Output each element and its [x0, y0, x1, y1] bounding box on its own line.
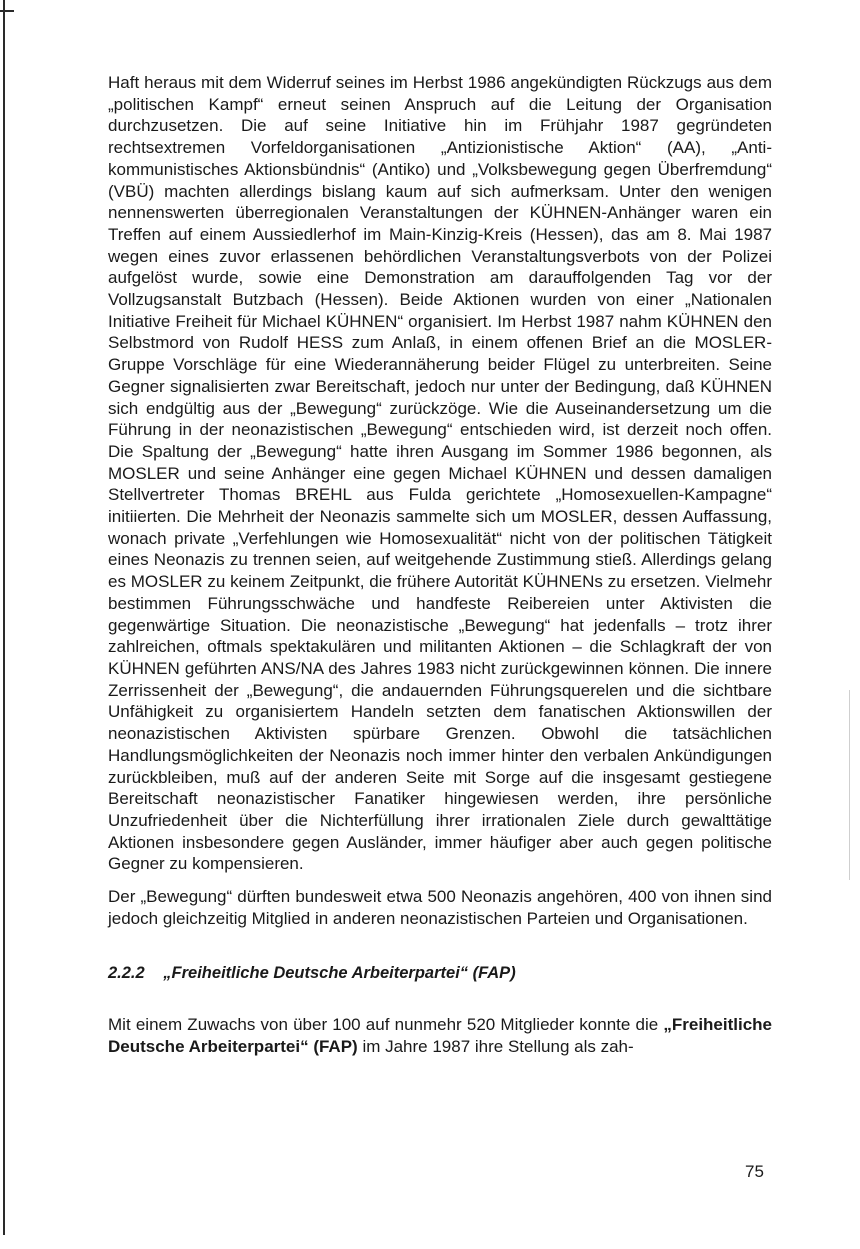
page-body — [108, 72, 772, 1058]
section-title: „Freiheitliche Deutsche Arbeiterpartei“ (FAP) — [163, 964, 516, 983]
body-paragraph-1: Haft heraus mit dem Widerruf seines im Herbst 1986 angekündigten Rückzugs aus dem „politischen Kampf“ erneut seinen Anspruch auf die Leitung der Organisation durchzusetzen. Die auf seine Initiative hin im Frühjahr 1987 gegründeten rechtsextremen Vorfeldorganisationen „Antizionistische Aktion“ (AA), „Antikommunistisches Aktionsbündnis“ (Antiko) und „Volksbewegung gegen Überfremdung“ (VBÜ) machten allerdings bislang kaum auf sich aufmerksam. Unter den wenigen nennenswerten überregionalen Veranstaltungen der KÜHNEN-Anhänger waren ein Treffen auf einem Aussiedlerhof im Main-Kinzig-Kreis (Hessen), das am 8. Mai 1987 wegen eines zuvor erlassenen behördlichen Veranstaltungsverbots von der Polizei aufgelöst wurde, sowie eine Demonstration am darauffolgenden Tag vor der Vollzugsanstalt Butzbach (Hessen). Beide Aktionen wurden von einer „Nationalen Initiative Freiheit für Michael KÜHNEN“ organisiert. Im Herbst 1987 nahm KÜHNEN den Selbstmord von Rudolf HESS zum Anlaß, in einem offenen Brief an die MOSLER-Gruppe Vorschläge für eine Wiederannäherung beider Flügel zu unterbreiten. Seine Gegner signalisierten zwar Bereitschaft, jedoch nur unter der Bedingung, daß KÜHNEN sich endgültig aus der „Bewegung“ zurückzöge. Wie die Auseinandersetzung um die Führung in der neonazistischen „Bewegung“ entschieden wird, ist derzeit noch offen. Die Spaltung der „Bewegung“ hatte ihren Ausgang im Sommer 1986 begonnen, als MOSLER und seine Anhänger eine gegen Michael KÜHNEN und dessen damaligen Stellvertreter Thomas BREHL aus Fulda gerichtete „Homosexuellen-Kampagne“ initiierten. Die Mehrheit der Neonazis sammelte sich um MOSLER, dessen Auffassung, wonach private „Verfehlungen wie Homosexualität“ nicht von der politischen Tätigkeit eines Neonazis zu trennen seien, auf weitgehende Zustimmung stieß. Allerdings gelang es MOSLER zu keinem Zeitpunkt, die frühere Autorität KÜHNENs zu ersetzen. Vielmehr bestimmen Führungsschwäche und handfeste Reibereien unter Aktivisten die gegenwärtige Situation. Die neonazistische „Bewegung“ hat jedenfalls – trotz ihrer zahlreichen, oftmals spektakulären und militanten Aktionen – die Schlagkraft der von KÜHNEN geführten ANS/NA des Jahres 1983 nicht zurückgewinnen können. Die innere Zerrissenheit der „Bewegung“, die andauernden Führungsquerelen und die sichtbare Unfähigkeit zu organisiertem Handeln setzten dem fanatischen Aktionswillen der neonazistischen Aktivisten spürbare Grenzen. Obwohl die tatsächlichen Handlungsmöglichkeiten der Neonazis noch immer hinter den verbalen Ankündigungen zurückbleiben, muß auf der anderen Seite mit Sorge auf die insgesamt gestiegene Bereitschaft neonazistischer Fanatiker hingewiesen werden, ihre persönliche Unzufriedenheit über die Nichterfüllung ihrer irrationalen Ziele durch gewalttätige Aktionen insbesondere gegen Ausländer, immer häufiger aber auch gegen politische Gegner zu kompensieren. — [108, 73, 772, 874]
section-heading — [108, 963, 772, 984]
scan-corner-mark — [0, 10, 14, 12]
scan-margin-mark — [849, 690, 850, 880]
page-number: 75 — [745, 1162, 764, 1181]
party-name-bold: „Freiheitliche Deutsche Arbeiterpartei“ (FAP) — [108, 1015, 772, 1057]
body-paragraph-2: Der „Bewegung“ dürften bundesweit etwa 500 Neonazis angehören, 400 von ihnen sind jedoch gleichzeitig Mitglied in anderen neonazistischen Parteien und Organisationen. — [108, 887, 772, 928]
body-paragraph-3 — [108, 1014, 772, 1057]
scan-edge-line — [3, 0, 5, 1235]
paragraph-3-tail: im Jahre 1987 ihre Stellung als zah- — [357, 1037, 634, 1057]
paragraph-3-lead: Mit einem Zuwachs von über 100 auf nunmehr 520 Mitglieder konnte die — [108, 1015, 664, 1035]
section-number: 2.2.2 — [108, 964, 145, 983]
